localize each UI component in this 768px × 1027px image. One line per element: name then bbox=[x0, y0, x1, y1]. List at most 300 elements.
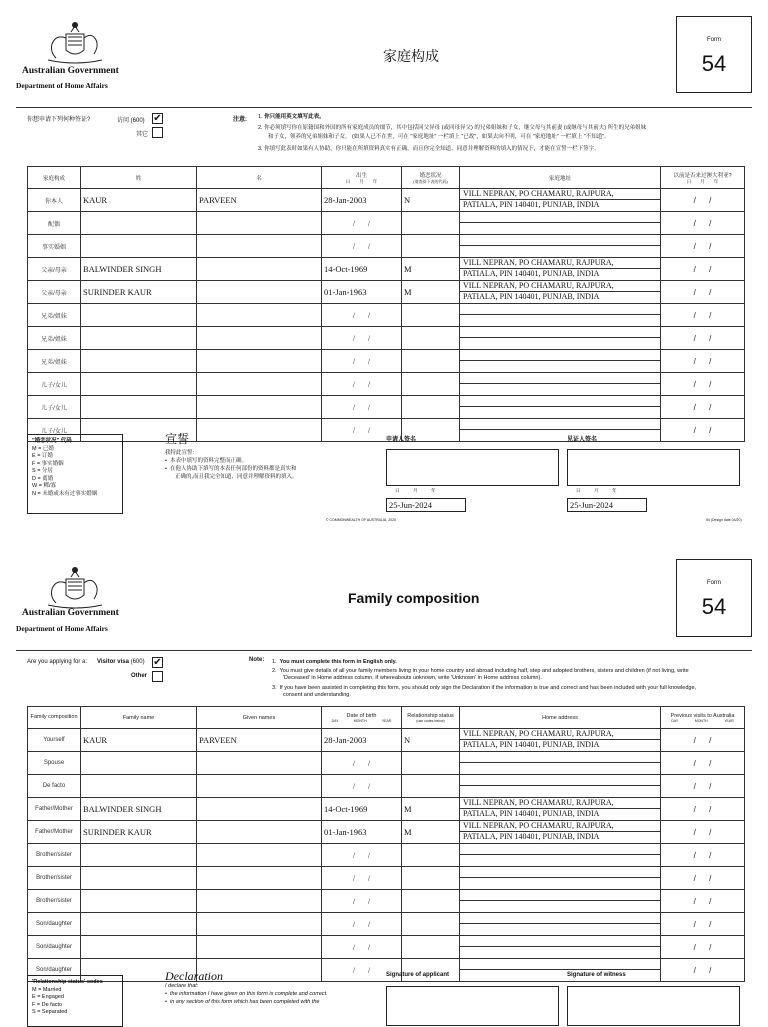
relationship-label: Spouse bbox=[28, 752, 81, 775]
table-row bbox=[28, 775, 745, 798]
table-row bbox=[28, 189, 745, 212]
header-status: 婚恋状况 (请查阅下表的代码) bbox=[402, 167, 460, 189]
status-cell[interactable]: M bbox=[402, 798, 460, 821]
dob-cell[interactable]: / / bbox=[322, 212, 402, 235]
given-names-cell[interactable] bbox=[197, 396, 322, 419]
given-names-cell[interactable] bbox=[197, 913, 322, 936]
given-names-cell[interactable] bbox=[197, 373, 322, 396]
table-row bbox=[28, 258, 745, 281]
family-name-cell[interactable]: KAUR bbox=[81, 189, 197, 212]
status-cell[interactable] bbox=[402, 350, 460, 373]
other-visa-checkbox[interactable] bbox=[152, 671, 163, 682]
note-label: Note: bbox=[249, 657, 265, 663]
dob-cell[interactable]: / / bbox=[322, 373, 402, 396]
address-cell[interactable] bbox=[460, 913, 661, 936]
address-line-2 bbox=[460, 361, 660, 372]
code-item: E = Engaged bbox=[32, 994, 64, 1000]
form-number: 54 bbox=[701, 51, 727, 76]
note-2-cont: 'Deceased' in Home address column. If whereabouts unknown, write 'Unknown' in Home address column). bbox=[283, 675, 542, 681]
declaration-intro: I declare that: bbox=[165, 983, 199, 989]
table-row bbox=[28, 304, 745, 327]
dob-cell[interactable]: / / bbox=[322, 867, 402, 890]
family-name-cell[interactable] bbox=[81, 867, 197, 890]
address-line-2: PATIALA, PIN 140401, PUNJAB, INDIA bbox=[463, 292, 600, 301]
address-line-2 bbox=[460, 855, 660, 866]
note-3: 3. If you have been assisted in completing this form, you should only sign the Declaration if the information is true and correct and has been included with your full knowledge, bbox=[272, 685, 697, 691]
family-name-cell[interactable]: BALWINDER SINGH bbox=[81, 798, 197, 821]
address-line-1 bbox=[460, 775, 660, 786]
relationship-label: 儿子/女儿 bbox=[28, 419, 81, 442]
dob-cell[interactable]: / / bbox=[322, 844, 402, 867]
dob-cell[interactable]: 28-Jan-2003 bbox=[322, 189, 402, 212]
status-cell[interactable] bbox=[402, 752, 460, 775]
dob-cell[interactable]: / / bbox=[322, 913, 402, 936]
visa-question: 你想申请下列何种签证? bbox=[27, 117, 91, 123]
given-names-cell[interactable] bbox=[197, 890, 322, 913]
given-names-cell[interactable] bbox=[197, 304, 322, 327]
declaration-item: • 在他人协助下填写的本表任何部份的资料都是真实和 bbox=[165, 466, 297, 472]
header-visits: Previous visits to Australia DAY MONTH YEAR bbox=[661, 707, 745, 729]
dob-cell[interactable]: / / bbox=[322, 350, 402, 373]
family-name-cell[interactable] bbox=[81, 350, 197, 373]
applicant-signature-box[interactable] bbox=[386, 449, 559, 486]
status-cell[interactable] bbox=[402, 396, 460, 419]
relationship-label: Son/daughter bbox=[28, 936, 81, 959]
address-line-1: VILL NEPRAN, PO CHAMARU, RAJPURA, bbox=[460, 281, 660, 292]
table-row bbox=[28, 867, 745, 890]
relationship-label: Son/daughter bbox=[28, 959, 81, 982]
given-names-cell[interactable]: PARVEEN bbox=[197, 729, 322, 752]
declaration-intro: 我特此宣誓: bbox=[165, 450, 195, 456]
code-item: W = 鳏/寡 bbox=[32, 483, 56, 489]
address-cell[interactable] bbox=[460, 258, 661, 281]
visitor-visa-label: Visitor visa (600) bbox=[97, 659, 145, 665]
relationship-label: 你本人 bbox=[28, 189, 81, 212]
table-row bbox=[28, 212, 745, 235]
address-cell[interactable] bbox=[460, 729, 661, 752]
previous-visits-cell[interactable]: / / bbox=[661, 281, 745, 304]
relationship-label: 儿子/女儿 bbox=[28, 373, 81, 396]
status-cell[interactable] bbox=[402, 959, 460, 982]
form-label: Form bbox=[707, 37, 721, 43]
visa-question: Are you applying for a: bbox=[27, 659, 88, 665]
address-line-2 bbox=[460, 223, 660, 234]
address-line-1 bbox=[460, 913, 660, 924]
header-visits: 以前是否来过澳大利亚? 日 月 年 bbox=[661, 167, 745, 189]
address-line-1 bbox=[460, 844, 660, 855]
other-visa-label: Other bbox=[131, 673, 148, 679]
family-name-cell[interactable] bbox=[81, 775, 197, 798]
status-cell[interactable]: N bbox=[402, 729, 460, 752]
family-name-cell[interactable] bbox=[81, 373, 197, 396]
declaration-item: • 本表中填写的资料完整而正确。 bbox=[165, 458, 247, 464]
family-name-cell[interactable] bbox=[81, 235, 197, 258]
address-cell[interactable] bbox=[460, 752, 661, 775]
address-line-1: VILL NEPRAN, PO CHAMARU, RAJPURA, bbox=[460, 189, 660, 200]
table-row bbox=[28, 327, 745, 350]
dob-cell[interactable]: 01-Jan-1963 bbox=[322, 821, 402, 844]
previous-visits-cell[interactable]: / / bbox=[661, 419, 745, 442]
given-names-cell[interactable] bbox=[197, 752, 322, 775]
previous-visits-cell[interactable]: / / bbox=[661, 913, 745, 936]
dob-cell[interactable]: / / bbox=[322, 235, 402, 258]
address-line-2 bbox=[460, 315, 660, 326]
address-line-1 bbox=[460, 959, 660, 970]
relationship-label: Brother/sister bbox=[28, 867, 81, 890]
relationship-label: Son/daughter bbox=[28, 913, 81, 936]
address-line-1 bbox=[460, 396, 660, 407]
note-2-cont: 和子女，领养的兄弟姐妹和子女。 (如果人已不在世，可在 "家庭地址" 一栏填上 "已故"，如果去向不明，可在 "家庭地址" 一栏填上 "不知道"。 bbox=[268, 134, 610, 140]
header-family-name: 姓 bbox=[81, 167, 197, 189]
previous-visits-cell[interactable]: / / bbox=[661, 867, 745, 890]
family-name-cell[interactable]: BALWINDER SINGH bbox=[81, 258, 197, 281]
visitor-visa-label: 访问 (600) bbox=[117, 118, 145, 124]
previous-visits-cell[interactable]: / / bbox=[661, 327, 745, 350]
status-cell[interactable] bbox=[402, 867, 460, 890]
table-row bbox=[28, 844, 745, 867]
relationship-label: 父亲/母亲 bbox=[28, 258, 81, 281]
status-cell[interactable] bbox=[402, 913, 460, 936]
previous-visits-cell[interactable]: / / bbox=[661, 189, 745, 212]
address-line-1 bbox=[460, 419, 660, 430]
previous-visits-cell[interactable]: / / bbox=[661, 752, 745, 775]
previous-visits-cell[interactable]: / / bbox=[661, 258, 745, 281]
code-item: M = 已婚 bbox=[32, 445, 54, 452]
dob-cell[interactable]: 01-Jan-1963 bbox=[322, 281, 402, 304]
status-cell[interactable]: M bbox=[402, 821, 460, 844]
note-1: 1. You must complete this form in English only. bbox=[272, 659, 397, 665]
address-cell[interactable] bbox=[460, 890, 661, 913]
family-name-cell[interactable]: SURINDER KAUR bbox=[81, 281, 197, 304]
dob-cell[interactable]: 14-Oct-1969 bbox=[322, 258, 402, 281]
dob-cell[interactable]: / / bbox=[322, 752, 402, 775]
page-title: Family composition bbox=[348, 590, 480, 606]
dob-cell[interactable]: / / bbox=[322, 419, 402, 442]
checkmark-icon: ✔ bbox=[153, 657, 162, 668]
address-cell[interactable] bbox=[460, 235, 661, 258]
given-names-cell[interactable] bbox=[197, 936, 322, 959]
dob-cell[interactable]: / / bbox=[322, 959, 402, 982]
address-line-2 bbox=[460, 338, 660, 349]
form-number: 54 bbox=[701, 594, 727, 619]
status-cell[interactable] bbox=[402, 327, 460, 350]
status-cell[interactable]: M bbox=[402, 281, 460, 304]
header-composition: Family composition bbox=[28, 707, 81, 729]
previous-visits-cell[interactable]: / / bbox=[661, 373, 745, 396]
family-name-cell[interactable] bbox=[81, 212, 197, 235]
address-cell[interactable] bbox=[460, 959, 661, 982]
address-line-1 bbox=[460, 350, 660, 361]
dob-cell[interactable]: 28-Jan-2003 bbox=[322, 729, 402, 752]
previous-visits-cell[interactable]: / / bbox=[661, 212, 745, 235]
address-cell[interactable] bbox=[460, 844, 661, 867]
address-line-2 bbox=[460, 407, 660, 418]
dob-cell[interactable]: / / bbox=[322, 936, 402, 959]
address-line-1 bbox=[460, 752, 660, 763]
table-row bbox=[28, 281, 745, 304]
header-dob: 出生 日 月 年 bbox=[322, 167, 402, 189]
dob-cell[interactable]: 14-Oct-1969 bbox=[322, 798, 402, 821]
previous-visits-cell[interactable]: / / bbox=[661, 821, 745, 844]
family-table-zh bbox=[27, 166, 745, 446]
relationship-label: Brother/sister bbox=[28, 844, 81, 867]
table-row bbox=[28, 936, 745, 959]
relationship-label: 事实婚姻 bbox=[28, 235, 81, 258]
visitor-visa-checkbox[interactable] bbox=[152, 113, 163, 124]
given-names-cell[interactable] bbox=[197, 775, 322, 798]
family-name-cell[interactable] bbox=[81, 936, 197, 959]
given-names-cell[interactable] bbox=[197, 821, 322, 844]
previous-visits-cell[interactable]: / / bbox=[661, 350, 745, 373]
applicant-signature-label: Signature of applicant bbox=[386, 972, 450, 978]
relationship-label: 儿子/女儿 bbox=[28, 396, 81, 419]
address-line-2 bbox=[460, 384, 660, 395]
table-row bbox=[28, 729, 745, 752]
table-row bbox=[28, 821, 745, 844]
table-row bbox=[28, 959, 745, 982]
header-given-names: Given names bbox=[197, 707, 322, 729]
address-cell[interactable] bbox=[460, 281, 661, 304]
status-cell[interactable] bbox=[402, 304, 460, 327]
table-row bbox=[28, 752, 745, 775]
date-sub-label: 日 月 年 bbox=[576, 488, 617, 493]
status-cell[interactable] bbox=[402, 373, 460, 396]
address-line-2 bbox=[460, 901, 660, 912]
family-name-cell[interactable]: KAUR bbox=[81, 729, 197, 752]
relationship-label: 兄弟/姐妹 bbox=[28, 327, 81, 350]
given-names-cell[interactable] bbox=[197, 867, 322, 890]
family-name-cell[interactable] bbox=[81, 913, 197, 936]
relationship-label: Father/Mother bbox=[28, 821, 81, 844]
address-cell[interactable] bbox=[460, 821, 661, 844]
address-line-2 bbox=[460, 924, 660, 935]
address-cell[interactable] bbox=[460, 867, 661, 890]
status-cell[interactable]: M bbox=[402, 258, 460, 281]
address-line-1 bbox=[460, 235, 660, 246]
header-given-names: 名 bbox=[197, 167, 322, 189]
address-line-2 bbox=[460, 246, 660, 257]
applicant-signature-box[interactable] bbox=[386, 986, 559, 1026]
given-names-cell[interactable] bbox=[197, 327, 322, 350]
code-item: F = 事实婚姻 bbox=[32, 460, 64, 467]
form-number-box bbox=[676, 16, 752, 93]
witness-signature-label: Signature of witness bbox=[567, 972, 626, 978]
status-cell[interactable] bbox=[402, 212, 460, 235]
status-cell[interactable] bbox=[402, 890, 460, 913]
address-line-2 bbox=[460, 430, 660, 441]
header-address: Home address bbox=[460, 707, 661, 729]
coat-of-arms-icon bbox=[38, 20, 112, 66]
table-row bbox=[28, 350, 745, 373]
relationship-label: De facto bbox=[28, 775, 81, 798]
status-cell[interactable] bbox=[402, 844, 460, 867]
given-names-cell[interactable] bbox=[197, 844, 322, 867]
address-line-1: VILL NEPRAN, PO CHAMARU, RAJPURA, bbox=[460, 798, 660, 809]
address-line-1: VILL NEPRAN, PO CHAMARU, RAJPURA, bbox=[460, 258, 660, 269]
dob-cell[interactable]: / / bbox=[322, 775, 402, 798]
address-line-1: VILL NEPRAN, PO CHAMARU, RAJPURA, bbox=[460, 729, 660, 740]
code-item: D = 离婚 bbox=[32, 475, 54, 482]
address-cell[interactable] bbox=[460, 373, 661, 396]
address-line-1 bbox=[460, 373, 660, 384]
declaration-item: • the information I have given on this form is complete and correct. bbox=[165, 991, 328, 997]
visitor-visa-checkbox[interactable] bbox=[152, 657, 163, 668]
date-sub-label: 日 月 年 bbox=[395, 488, 436, 493]
code-item: F = De facto bbox=[32, 1001, 63, 1008]
address-line-2: PATIALA, PIN 140401, PUNJAB, INDIA bbox=[463, 832, 600, 841]
address-line-2 bbox=[460, 763, 660, 774]
government-name: Australian Government bbox=[22, 608, 119, 618]
address-line-2: PATIALA, PIN 140401, PUNJAB, INDIA bbox=[463, 269, 600, 278]
design-date: 54 (Design date 04/20) bbox=[706, 518, 742, 522]
relationship-label: Father/Mother bbox=[28, 798, 81, 821]
witness-signature-box[interactable] bbox=[567, 449, 740, 486]
header-address: 家庭地址 bbox=[460, 167, 661, 189]
department-name: Department of Home Affairs bbox=[16, 81, 108, 90]
table-row bbox=[28, 890, 745, 913]
address-cell[interactable] bbox=[460, 775, 661, 798]
status-codes-box bbox=[27, 975, 123, 1027]
status-cell[interactable] bbox=[402, 235, 460, 258]
previous-visits-cell[interactable]: / / bbox=[661, 959, 745, 982]
address-line-1 bbox=[460, 890, 660, 901]
address-line-1 bbox=[460, 327, 660, 338]
relationship-label: 兄弟/姐妹 bbox=[28, 304, 81, 327]
address-cell[interactable] bbox=[460, 189, 661, 212]
dob-cell[interactable]: / / bbox=[322, 396, 402, 419]
family-name-cell[interactable] bbox=[81, 890, 197, 913]
previous-visits-cell[interactable]: / / bbox=[661, 304, 745, 327]
department-name: Department of Home Affairs bbox=[16, 624, 108, 633]
relationship-label: Brother/sister bbox=[28, 890, 81, 913]
dob-cell[interactable]: / / bbox=[322, 327, 402, 350]
code-item: S = 分居 bbox=[32, 468, 53, 474]
witness-signature-box[interactable] bbox=[567, 986, 740, 1026]
note-2: 2. You must give details of all your family members living in your home country and abroad including half, step and adopted brothers, sisters and children (if not living, write bbox=[272, 668, 689, 674]
previous-visits-cell[interactable]: / / bbox=[661, 729, 745, 752]
previous-visits-cell[interactable]: / / bbox=[661, 844, 745, 867]
given-names-cell[interactable] bbox=[197, 798, 322, 821]
address-line-1 bbox=[460, 212, 660, 223]
note-2: 2. 你必须填写你在原籍国和外国的所有家庭成员的细节，其中包括同父异母 (或同母异父) 的兄弟姐妹和子女，继父母与其前妻 (或继母与其前夫) 所生的兄弟姐妹 bbox=[258, 125, 647, 131]
family-name-cell[interactable]: SURINDER KAUR bbox=[81, 821, 197, 844]
address-line-2 bbox=[460, 947, 660, 958]
previous-visits-cell[interactable]: / / bbox=[661, 936, 745, 959]
address-line-1: VILL NEPRAN, PO CHAMARU, RAJPURA, bbox=[460, 821, 660, 832]
code-item: E = 订婚 bbox=[32, 453, 53, 459]
note-label: 注意: bbox=[233, 117, 247, 123]
previous-visits-cell[interactable]: / / bbox=[661, 775, 745, 798]
relationship-label: Yourself bbox=[28, 729, 81, 752]
codes-title: 'Relationship status' codes bbox=[32, 979, 103, 985]
table-row bbox=[28, 396, 745, 419]
declaration-item: • in any section of this form which has been completed with the bbox=[165, 999, 320, 1005]
declaration-title: Declaration bbox=[165, 969, 223, 983]
header-composition: 家庭构成 bbox=[28, 167, 81, 189]
address-cell[interactable] bbox=[460, 304, 661, 327]
divider bbox=[16, 650, 752, 651]
address-line-1 bbox=[460, 936, 660, 947]
other-visa-checkbox[interactable] bbox=[152, 127, 163, 138]
dob-cell[interactable]: / / bbox=[322, 890, 402, 913]
form-label: Form bbox=[707, 580, 721, 586]
status-cell[interactable] bbox=[402, 936, 460, 959]
copyright: © COMMONWEALTH OF AUSTRALIA, 2020 bbox=[326, 518, 396, 522]
header-status: Relationship status (use codes below) bbox=[402, 707, 460, 729]
status-cell[interactable] bbox=[402, 775, 460, 798]
previous-visits-cell[interactable]: / / bbox=[661, 235, 745, 258]
given-names-cell[interactable] bbox=[197, 281, 322, 304]
family-name-cell[interactable] bbox=[81, 327, 197, 350]
relationship-label: 配偶 bbox=[28, 212, 81, 235]
previous-visits-cell[interactable]: / / bbox=[661, 890, 745, 913]
relationship-label: 兄弟/姐妹 bbox=[28, 350, 81, 373]
address-cell[interactable] bbox=[460, 936, 661, 959]
table-row bbox=[28, 235, 745, 258]
given-names-cell[interactable] bbox=[197, 212, 322, 235]
address-line-2 bbox=[460, 786, 660, 797]
relationship-label: 父亲/母亲 bbox=[28, 281, 81, 304]
address-cell[interactable] bbox=[460, 396, 661, 419]
dob-cell[interactable]: / / bbox=[322, 304, 402, 327]
address-cell[interactable] bbox=[460, 798, 661, 821]
given-names-cell[interactable] bbox=[197, 258, 322, 281]
address-cell[interactable] bbox=[460, 350, 661, 373]
code-item: S = Separated bbox=[32, 1009, 68, 1015]
witness-date[interactable]: 25-Jun-2024 bbox=[567, 498, 647, 512]
address-cell[interactable] bbox=[460, 327, 661, 350]
note-3-cont: consent and understanding. bbox=[283, 692, 351, 698]
code-item: M = Married bbox=[32, 986, 62, 993]
address-line-1 bbox=[460, 867, 660, 878]
family-name-cell[interactable] bbox=[81, 752, 197, 775]
previous-visits-cell[interactable]: / / bbox=[661, 396, 745, 419]
header-family-name: Family name bbox=[81, 707, 197, 729]
note-3: 3. 你填写此表时如果有人协助，你只能在所填资料真实有正确，而且你完全知道、同意并理解资料的填入的情况下，才能在宣誓一栏下签字。 bbox=[258, 146, 600, 152]
government-name: Australian Government bbox=[22, 66, 119, 76]
status-cell[interactable]: N bbox=[402, 189, 460, 212]
divider bbox=[16, 107, 752, 108]
address-cell[interactable] bbox=[460, 419, 661, 442]
coat-of-arms-icon bbox=[38, 565, 112, 611]
family-table-en bbox=[27, 706, 745, 982]
header-dob: Date of birth DAY MONTH YEAR bbox=[322, 707, 402, 729]
previous-visits-cell[interactable]: / / bbox=[661, 798, 745, 821]
applicant-date[interactable]: 25-Jun-2024 bbox=[386, 498, 466, 512]
family-name-cell[interactable] bbox=[81, 844, 197, 867]
declaration-title: 宣誓 bbox=[165, 432, 190, 446]
note-1: 1. 你只能用英文填写此表。 bbox=[258, 114, 325, 120]
address-line-2: PATIALA, PIN 140401, PUNJAB, INDIA bbox=[463, 200, 600, 209]
family-name-cell[interactable] bbox=[81, 396, 197, 419]
applicant-signature-label: 申请人签名 bbox=[386, 437, 417, 443]
family-name-cell[interactable] bbox=[81, 304, 197, 327]
given-names-cell[interactable] bbox=[197, 235, 322, 258]
address-line-2 bbox=[460, 878, 660, 889]
address-line-2 bbox=[460, 970, 660, 981]
given-names-cell[interactable] bbox=[197, 350, 322, 373]
given-names-cell[interactable]: PARVEEN bbox=[197, 189, 322, 212]
code-item: N = 未婚或未有过事实婚姻 bbox=[32, 490, 98, 497]
address-cell[interactable] bbox=[460, 212, 661, 235]
checkmark-icon: ✔ bbox=[153, 113, 162, 124]
other-visa-label: 其它 bbox=[136, 132, 149, 138]
table-row bbox=[28, 913, 745, 936]
declaration-en bbox=[165, 969, 380, 1006]
address-line-1 bbox=[460, 304, 660, 315]
form-number-box bbox=[676, 559, 752, 637]
address-line-2: PATIALA, PIN 140401, PUNJAB, INDIA bbox=[463, 809, 600, 818]
